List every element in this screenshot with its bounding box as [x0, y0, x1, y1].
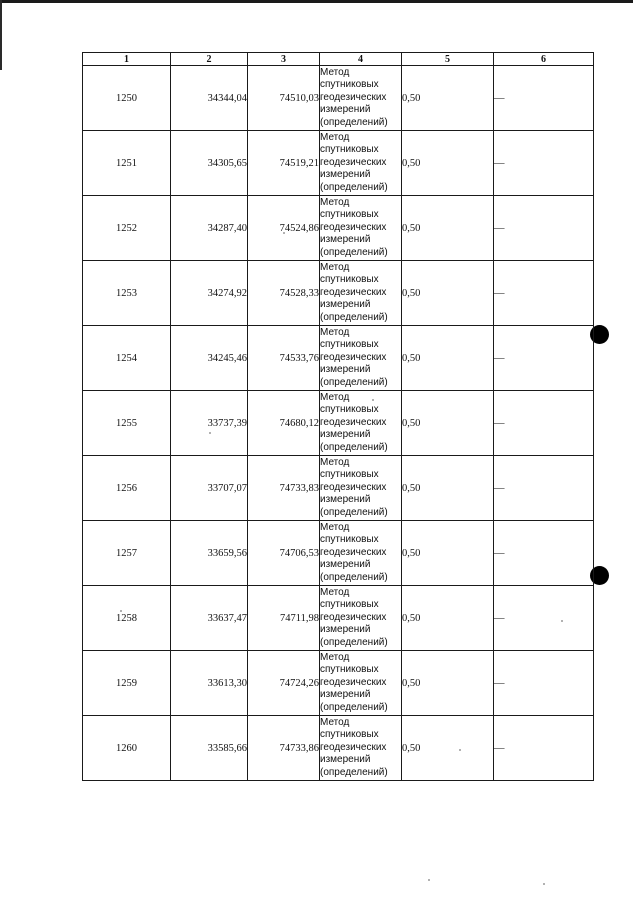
method-cell: Метод спутниковых геодезических измерений (определений) [320, 716, 402, 781]
method-cell: Метод спутниковых геодезических измерений (определений) [320, 66, 402, 131]
scan-top-edge [0, 0, 633, 3]
method-cell: Метод спутниковых геодезических измерений (определений) [320, 586, 402, 651]
table-row [83, 521, 594, 586]
column-header: 2 [171, 53, 248, 66]
scan-speck [543, 883, 545, 885]
table-row [83, 716, 594, 781]
point-number-cell: 1250 [83, 66, 171, 131]
note-cell: — [494, 326, 594, 391]
note-cell: — [494, 261, 594, 326]
method-cell: Метод спутниковых геодезических измерений (определений) [320, 651, 402, 716]
point-number-cell: 1251 [83, 131, 171, 196]
x-coordinate-cell: 34245,46 [171, 326, 248, 391]
accuracy-cell: 0,50 [402, 456, 494, 521]
accuracy-cell: 0,50 [402, 586, 494, 651]
method-cell: Метод спутниковых геодезических измерений (определений) [320, 326, 402, 391]
table-row [83, 651, 594, 716]
point-number-cell: 1255 [83, 391, 171, 456]
accuracy-cell: 0,50 [402, 131, 494, 196]
x-coordinate-cell: 33659,56 [171, 521, 248, 586]
column-header: 3 [248, 53, 320, 66]
point-number-cell: 1257 [83, 521, 171, 586]
y-coordinate-cell: 74533,76 [248, 326, 320, 391]
method-cell: Метод спутниковых геодезических измерений (определений) [320, 391, 402, 456]
x-coordinate-cell: 34344,04 [171, 66, 248, 131]
x-coordinate-cell: 34287,40 [171, 196, 248, 261]
note-cell: — [494, 716, 594, 781]
table-row [83, 456, 594, 521]
note-cell: — [494, 196, 594, 261]
method-cell: Метод спутниковых геодезических измерений (определений) [320, 196, 402, 261]
y-coordinate-cell: 74510,03 [248, 66, 320, 131]
y-coordinate-cell: 74519,21 [248, 131, 320, 196]
y-coordinate-cell: 74733,86 [248, 716, 320, 781]
note-cell: — [494, 131, 594, 196]
accuracy-cell: 0,50 [402, 196, 494, 261]
method-cell: Метод спутниковых геодезических измерений (определений) [320, 261, 402, 326]
y-coordinate-cell: 74524,86 [248, 196, 320, 261]
note-cell: — [494, 521, 594, 586]
method-cell: Метод спутниковых геодезических измерений (определений) [320, 131, 402, 196]
note-cell: — [494, 651, 594, 716]
table-header-row [83, 53, 594, 66]
point-number-cell: 1258 [83, 586, 171, 651]
point-number-cell: 1252 [83, 196, 171, 261]
accuracy-cell: 0,50 [402, 66, 494, 131]
y-coordinate-cell: 74680,12 [248, 391, 320, 456]
table-row [83, 196, 594, 261]
y-coordinate-cell: 74724,26 [248, 651, 320, 716]
table-row [83, 261, 594, 326]
table-row [83, 326, 594, 391]
scan-left-edge [0, 0, 2, 70]
x-coordinate-cell: 33737,39 [171, 391, 248, 456]
y-coordinate-cell: 74706,53 [248, 521, 320, 586]
point-number-cell: 1256 [83, 456, 171, 521]
y-coordinate-cell: 74733,83 [248, 456, 320, 521]
point-number-cell: 1260 [83, 716, 171, 781]
column-header: 4 [320, 53, 402, 66]
column-header: 5 [402, 53, 494, 66]
method-cell: Метод спутниковых геодезических измерений (определений) [320, 521, 402, 586]
x-coordinate-cell: 33707,07 [171, 456, 248, 521]
accuracy-cell: 0,50 [402, 716, 494, 781]
x-coordinate-cell: 34305,65 [171, 131, 248, 196]
point-number-cell: 1259 [83, 651, 171, 716]
column-header: 1 [83, 53, 171, 66]
accuracy-cell: 0,50 [402, 326, 494, 391]
accuracy-cell: 0,50 [402, 261, 494, 326]
point-number-cell: 1253 [83, 261, 171, 326]
table-row [83, 66, 594, 131]
accuracy-cell: 0,50 [402, 521, 494, 586]
scan-speck [428, 879, 430, 881]
table-row [83, 131, 594, 196]
accuracy-cell: 0,50 [402, 651, 494, 716]
x-coordinate-cell: 33637,47 [171, 586, 248, 651]
point-number-cell: 1254 [83, 326, 171, 391]
column-header: 6 [494, 53, 594, 66]
note-cell: — [494, 391, 594, 456]
note-cell: — [494, 66, 594, 131]
x-coordinate-cell: 33585,66 [171, 716, 248, 781]
table-row [83, 586, 594, 651]
x-coordinate-cell: 33613,30 [171, 651, 248, 716]
note-cell: — [494, 586, 594, 651]
y-coordinate-cell: 74711,98 [248, 586, 320, 651]
x-coordinate-cell: 34274,92 [171, 261, 248, 326]
table-row [83, 391, 594, 456]
note-cell: — [494, 456, 594, 521]
method-cell: Метод спутниковых геодезических измерений (определений) [320, 456, 402, 521]
coordinates-table [82, 52, 594, 781]
y-coordinate-cell: 74528,33 [248, 261, 320, 326]
accuracy-cell: 0,50 [402, 391, 494, 456]
